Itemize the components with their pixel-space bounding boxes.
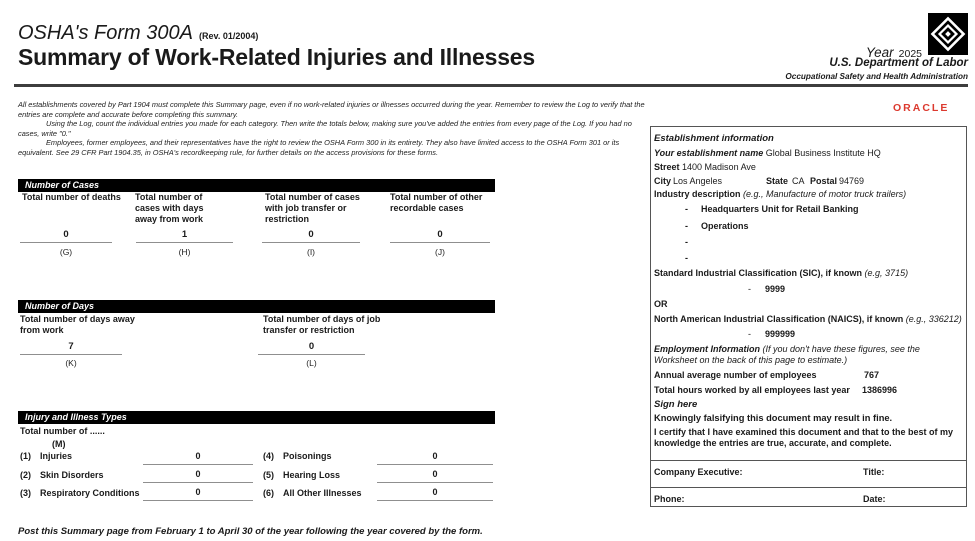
sic-hint: (e.g, 3715) <box>864 268 909 278</box>
injury-row-label <box>263 488 375 507</box>
year-label: Year <box>865 45 894 60</box>
cases-col-deaths-label: Total number of deaths <box>22 192 121 202</box>
dol-logo-icon <box>928 13 968 60</box>
form-name <box>18 22 258 45</box>
phone-label: Phone: <box>654 494 685 504</box>
posting-instruction: Post this Summary page from February 1 to April 30 of the year following the year covered by the form. <box>18 526 483 537</box>
instructions-paragraph-3: Employees, former employees, and their representatives have the right to review the OSHA Form 300 in its entirety. They also have limited access to the OSHA Form 301 or its equivalent. See 29 CFR Part 1904.35, in OSHA's recordkeeping rule, for further details on the access provisions for these forms. <box>18 138 620 157</box>
days-away-label: Total number of days away from work <box>20 314 135 335</box>
injury-row-label <box>263 470 375 489</box>
date-label: Date: <box>863 494 886 504</box>
row-number: (4) <box>263 451 274 461</box>
injury-row-label <box>20 470 142 489</box>
form-name-text: OSHA's Form 300A <box>18 22 193 44</box>
employees-value: 767 <box>864 370 880 380</box>
hours-label: Total hours worked by all employees last year <box>654 385 850 395</box>
industry-item: Operations <box>701 221 749 231</box>
signature-table-divider <box>651 460 966 461</box>
injury-values-left <box>143 451 253 505</box>
industry-item: Headquarters Unit for Retail Banking <box>701 204 859 214</box>
injury-value: 0 <box>143 451 253 465</box>
falsifying-warning: Knowingly falsifying this document may result in fine. <box>654 413 893 423</box>
dash-bullet: - <box>685 237 688 247</box>
street-row <box>654 162 756 173</box>
injury-row-label <box>20 488 142 507</box>
dept-of-labor-label: U.S. Department of Labor <box>829 57 968 69</box>
industry-hint: (e.g., Manufacture of motor truck trailers) <box>743 189 907 199</box>
dash-bullet: - <box>748 284 751 294</box>
section-header-number-of-days: Number of Days <box>18 300 495 313</box>
or-label: OR <box>654 299 668 309</box>
header-divider <box>14 84 968 87</box>
state-value: CA <box>792 176 805 186</box>
cases-other-value: 0 <box>390 229 490 243</box>
street-value: 1400 Madison Ave <box>682 162 756 172</box>
row-number: (2) <box>20 469 31 480</box>
naics-label: North American Industrial Classification (NAICS), if known <box>654 314 904 324</box>
hours-value: 1386996 <box>862 385 898 395</box>
cases-deaths-value: 0 <box>20 229 112 243</box>
injury-value: 0 <box>377 451 493 465</box>
dash-bullet: - <box>685 204 688 214</box>
days-letter-l: (L) <box>306 358 317 368</box>
establishment-name-label: Your establishment name <box>654 148 764 158</box>
cases-col-other-label: Total number of other recordable cases <box>390 192 483 213</box>
cases-letter-j: (J) <box>435 247 445 257</box>
cases-letter-i: (I) <box>306 247 316 257</box>
company-executive-label: Company Executive: <box>654 467 743 477</box>
sic-value: 9999 <box>765 284 786 294</box>
sic-row <box>654 268 908 279</box>
form-revision: (Rev. 01/2004) <box>198 31 259 41</box>
naics-value: 999999 <box>765 329 796 339</box>
injury-value: 0 <box>143 487 253 501</box>
row-number: (6) <box>263 488 274 498</box>
year-value: 2025 <box>898 48 922 60</box>
section-header-injury-illness-types: Injury and Illness Types <box>18 411 495 424</box>
row-text: Injuries <box>40 451 73 461</box>
cases-col-days-away-label: Total number of cases with days away from work <box>135 192 204 224</box>
days-away-value: 7 <box>20 341 122 355</box>
signature-table-divider <box>651 487 966 488</box>
injury-value: 0 <box>377 469 493 483</box>
postal-value: 94769 <box>839 176 865 186</box>
injury-value: 0 <box>143 469 253 483</box>
row-number: (5) <box>263 469 274 480</box>
cases-col-transfer-label: Total number of cases with job transfer or restriction <box>265 192 360 224</box>
instructions-paragraph-2: Using the Log, count the individual entries you made for each category. Then write the totals below, making sure you've added the entries from every page of the Log. If you had no cases, write "0." <box>18 119 632 138</box>
city-value: Los Angeles <box>673 176 723 186</box>
title-label: Title: <box>863 467 885 477</box>
row-text: Respiratory Conditions <box>40 488 140 498</box>
cases-letter-h: (H) <box>178 247 191 257</box>
injury-values-right <box>377 451 493 505</box>
cases-letter-g: (G) <box>59 247 73 257</box>
injury-labels-right <box>263 451 375 507</box>
instructions-paragraph-1: All establishments covered by Part 1904 must complete this Summary page, even if no work-related injuries or illnesses occurred during the year. Remember to review the Log to verify that the entries are complete and accurate before completing this summary. <box>18 100 645 119</box>
city-label: City <box>654 176 672 186</box>
row-text: Skin Disorders <box>40 469 104 480</box>
days-transfer-label: Total number of days of job transfer or restriction <box>263 314 381 335</box>
injury-labels-left <box>20 451 142 507</box>
days-transfer-value: 0 <box>258 341 365 355</box>
sign-here-label: Sign here <box>654 399 698 410</box>
industry-label: Industry description <box>654 189 741 199</box>
page-title: Summary of Work-Related Injuries and Illnesses <box>18 44 535 70</box>
injury-row-label <box>263 451 375 470</box>
row-number: (1) <box>20 451 31 461</box>
employment-info-hint: (If you don't have these figures, see the Worksheet on the back of this page to estimate.) <box>654 344 920 365</box>
establishment-title: Establishment information <box>654 133 774 144</box>
row-text: Hearing Loss <box>283 469 341 480</box>
employment-info-row <box>654 344 959 366</box>
instructions-block <box>18 100 650 158</box>
row-text: Poisonings <box>283 451 332 461</box>
establishment-name-row <box>654 148 881 159</box>
row-text: All Other Illnesses <box>283 488 362 498</box>
naics-hint: (e.g., 336212) <box>905 314 962 324</box>
section-header-number-of-cases: Number of Cases <box>18 179 495 192</box>
oracle-logo: ORACLE <box>893 102 950 114</box>
days-letter-k: (K) <box>65 358 77 368</box>
postal-label: Postal <box>810 176 838 186</box>
employment-info-label: Employment Information <box>654 344 761 354</box>
dash-bullet: - <box>685 253 688 263</box>
injury-subtitle: Total number of ...... <box>20 426 105 436</box>
naics-row <box>654 314 962 325</box>
cases-transfer-value: 0 <box>262 229 360 243</box>
sic-label: Standard Industrial Classification (SIC), if known <box>654 268 863 278</box>
establishment-info-panel <box>650 126 967 507</box>
employees-label: Annual average number of employees <box>654 370 817 380</box>
injury-letter-m: (M) <box>52 439 66 449</box>
row-number: (3) <box>20 488 31 498</box>
street-label: Street <box>654 162 680 172</box>
dash-bullet: - <box>748 329 751 339</box>
injury-row-label <box>20 451 142 470</box>
certify-statement: I certify that I have examined this document and that to the best of my knowledge the entries are true, accurate, and complete. <box>654 427 954 448</box>
osha-admin-label: Occupational Safety and Health Administration <box>785 72 968 81</box>
dash-bullet: - <box>685 221 688 231</box>
industry-description-row <box>654 189 906 200</box>
state-label: State <box>766 176 789 186</box>
establishment-name-value: Global Business Institute HQ <box>765 148 881 158</box>
injury-value: 0 <box>377 487 493 501</box>
cases-days-away-value: 1 <box>136 229 233 243</box>
